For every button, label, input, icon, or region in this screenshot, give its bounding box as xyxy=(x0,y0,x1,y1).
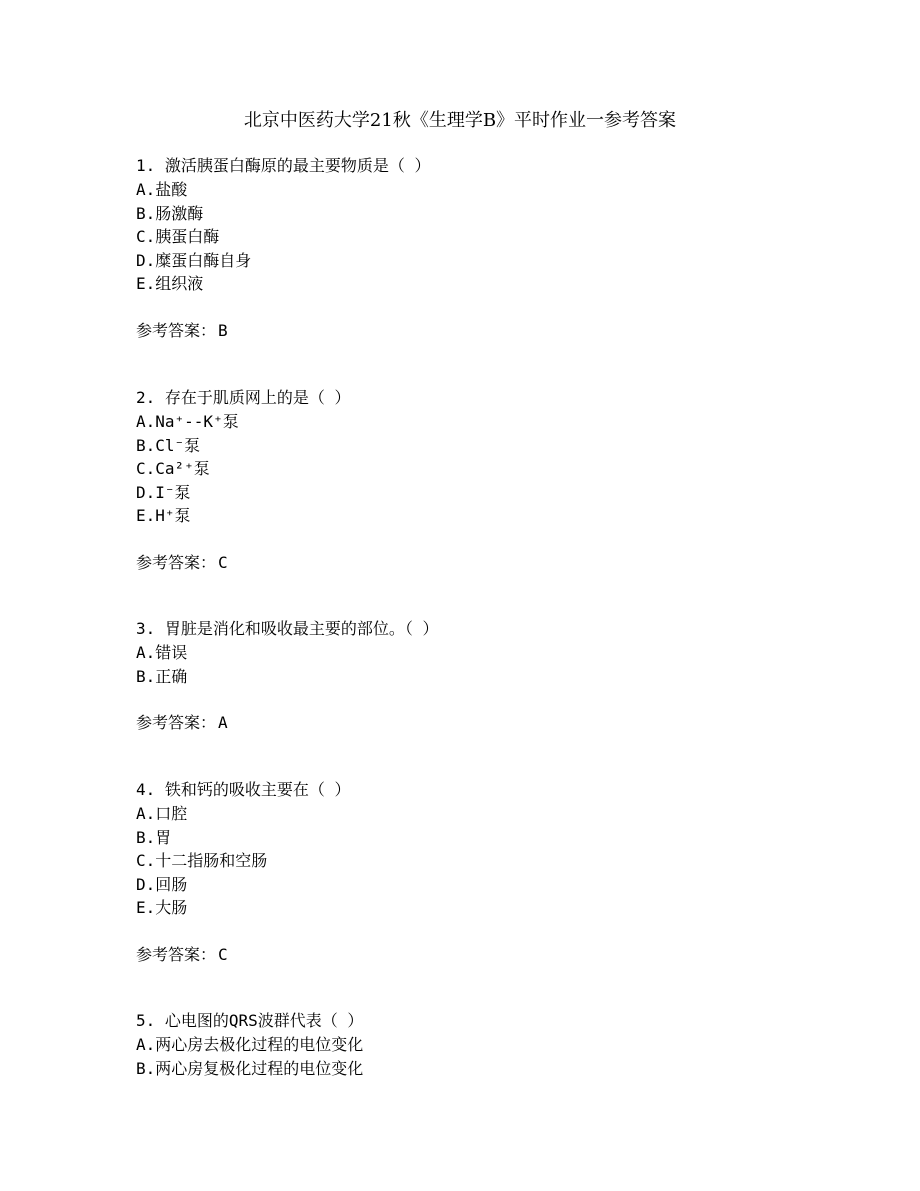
answer-value: B xyxy=(218,320,228,340)
option-d: D.糜蛋白酶自身 xyxy=(136,250,252,270)
answer-label: 参考答案： xyxy=(136,552,217,572)
answer-value: C xyxy=(218,944,228,964)
option-e: E.H⁺泵 xyxy=(136,506,191,525)
question-1 xyxy=(136,154,836,343)
option-b: B.两心房复极化过程的电位变化 xyxy=(136,1058,364,1078)
option-b: B.肠激酶 xyxy=(136,203,204,223)
question-stem: 5. 心电图的QRS波群代表（ ） xyxy=(136,1011,364,1030)
question-4 xyxy=(136,778,836,967)
option-a: A.口腔 xyxy=(136,804,188,823)
question-stem: 2. 存在于肌质网上的是（ ） xyxy=(136,388,351,407)
answer-line xyxy=(136,551,836,575)
option-b: B.胃 xyxy=(136,827,172,847)
answer-label: 参考答案： xyxy=(136,944,217,964)
document-title: 北京中医药大学21秋《生理学B》平时作业一参考答案 xyxy=(243,110,677,131)
option-e: E.组织液 xyxy=(136,274,204,293)
question-stem: 1. 激活胰蛋白酶原的最主要物质是（ ） xyxy=(136,156,431,175)
option-c: C.十二指肠和空肠 xyxy=(136,851,268,870)
question-2 xyxy=(136,386,836,575)
option-a: A.错误 xyxy=(136,643,188,662)
option-c: C.Ca²⁺泵 xyxy=(136,459,210,478)
answer-value: C xyxy=(218,552,228,572)
option-d: D.I⁻泵 xyxy=(136,482,191,502)
option-b: B.Cl⁻泵 xyxy=(136,435,201,455)
option-c: C.胰蛋白酶 xyxy=(136,227,220,246)
answer-line xyxy=(136,711,836,735)
answer-line xyxy=(136,319,836,343)
answer-value: A xyxy=(218,713,228,732)
question-stem: 4. 铁和钙的吸收主要在（ ） xyxy=(136,780,351,799)
question-3 xyxy=(136,617,836,735)
option-a: A.Na⁺--K⁺泵 xyxy=(136,412,239,431)
answer-label: 参考答案： xyxy=(136,713,217,732)
option-e: E.大肠 xyxy=(136,898,188,917)
answer-line xyxy=(136,943,836,967)
answer-label: 参考答案： xyxy=(136,320,217,340)
option-d: D.回肠 xyxy=(136,874,188,894)
option-a: A.两心房去极化过程的电位变化 xyxy=(136,1035,364,1054)
question-stem: 3. 胃脏是消化和吸收最主要的部位。（ ） xyxy=(136,619,439,638)
option-a: A.盐酸 xyxy=(136,180,188,199)
question-5 xyxy=(136,1009,836,1080)
option-b: B.正确 xyxy=(136,666,188,686)
